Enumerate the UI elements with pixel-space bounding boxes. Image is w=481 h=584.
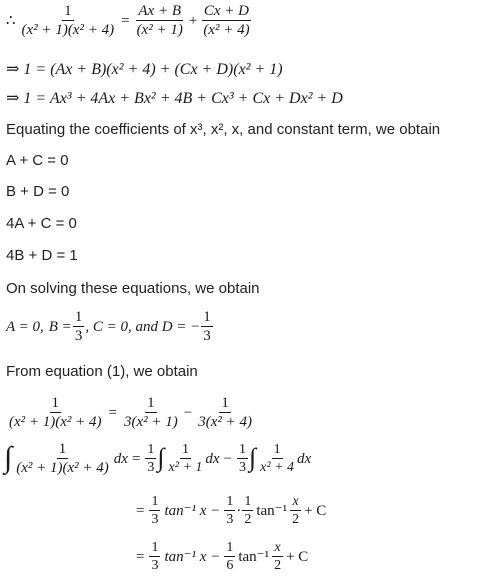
coef-2	[237, 443, 248, 475]
equation-3: 4A + C = 0	[6, 215, 77, 232]
result-1-arctan: tan⁻¹	[256, 502, 288, 519]
result-1-coef-1-numerator: 1	[151, 494, 159, 509]
decomp-term-2-denominator: 3(x² + 4)	[198, 414, 253, 430]
integral-1-numerator: 1	[181, 442, 189, 457]
integral-equals: =	[131, 450, 141, 467]
coef-1-denominator: 3	[147, 460, 155, 475]
term-1-denominator: (x² + 1)	[136, 22, 183, 38]
term-2-denominator: (x² + 4)	[203, 22, 250, 38]
result-1-coef-1	[149, 495, 160, 527]
result-1-x-numerator: x	[292, 494, 299, 509]
decomp-term-2-numerator: 1	[221, 395, 229, 411]
integral-2-fraction	[258, 443, 296, 475]
result-1-coef-3-denominator: 2	[244, 512, 252, 527]
result-1-equals: =	[136, 502, 145, 519]
solution-b-denominator: 3	[74, 328, 83, 344]
solution-d-fraction	[201, 310, 213, 344]
integral-symbol-3: ∫	[249, 443, 257, 472]
dx-label: dx	[113, 450, 128, 467]
result-1-coef-2-numerator: 1	[226, 494, 234, 509]
decomp-lhs-numerator: 1	[51, 395, 60, 411]
solution-b-label: B =	[48, 318, 72, 335]
integrand-denominator: (x² + 1)(x² + 4)	[16, 460, 109, 476]
dx-label-2: dx	[205, 450, 220, 467]
from-equation-text: From equation (1), we obtain	[6, 363, 198, 380]
result-2-coef-2-denominator: 6	[226, 558, 234, 573]
decomp-term-1-numerator: 1	[147, 395, 155, 411]
result-2-equals: =	[136, 548, 145, 565]
integral-minus: −	[223, 450, 233, 467]
integral-2-denominator: x² + 4	[260, 460, 295, 475]
solution-c-d: , C = 0, and D = −	[85, 318, 201, 335]
integral-symbol: ∫	[4, 441, 13, 474]
result-1-coef-1-denominator: 3	[151, 512, 159, 527]
dx-label-3: dx	[297, 450, 312, 467]
lhs-denominator: (x² + 1)(x² + 4)	[21, 22, 115, 38]
equation-2: B + D = 0	[6, 183, 70, 200]
result-1-constant: + C	[304, 502, 327, 519]
decomp-lhs-fraction	[7, 396, 104, 430]
decomp-lhs-denominator: (x² + 1)(x² + 4)	[9, 414, 102, 430]
equation-4: 4B + D = 1	[6, 247, 78, 264]
decomp-term-1	[122, 396, 180, 430]
partial-fraction-setup	[6, 4, 253, 38]
result-2-arctan-x: tan⁻¹ x −	[164, 548, 221, 565]
coef-2-numerator: 1	[239, 442, 247, 457]
result-line-2	[136, 541, 308, 573]
result-1-arctan-x: tan⁻¹ x −	[164, 502, 221, 519]
lhs-fraction	[20, 4, 117, 38]
expanded-line: ⇒ 1 = Ax³ + 4Ax + Bx² + 4B + Cx³ + Cx + Dx² + D	[6, 90, 343, 107]
result-2-coef-2-numerator: 1	[226, 540, 234, 555]
result-2-coef-1-denominator: 3	[151, 558, 159, 573]
result-1-x-over-2	[290, 495, 301, 527]
result-1-dot: ·	[236, 502, 242, 519]
term-2-numerator: Cx + D	[203, 3, 250, 19]
identity-line: ⇒ 1 = (Ax + B)(x² + 4) + (Cx + D)(x² + 1)	[6, 61, 283, 78]
solution-d-numerator: 1	[203, 309, 211, 325]
coef-1	[145, 443, 156, 475]
result-2-coef-1	[149, 541, 160, 573]
decomposition-line	[6, 396, 255, 430]
result-2-x-over-2	[272, 541, 283, 573]
result-2-coef-1-numerator: 1	[151, 540, 159, 555]
plus-sign: +	[188, 12, 198, 29]
therefore-symbol: ∴	[6, 12, 16, 29]
result-1-x-denominator: 2	[292, 512, 300, 527]
integral-symbol-2: ∫	[157, 443, 165, 472]
integrand-numerator: 1	[58, 441, 67, 457]
decomp-minus: −	[183, 404, 193, 421]
decomp-term-1-denominator: 3(x² + 1)	[124, 414, 178, 430]
result-2-arctan: tan⁻¹	[238, 548, 270, 565]
result-1-coef-3-numerator: 1	[244, 494, 252, 509]
result-2-x-numerator: x	[274, 540, 281, 555]
integrand-fraction	[14, 442, 111, 476]
solution-d-denominator: 3	[203, 328, 211, 344]
integral-2-numerator: 1	[273, 442, 281, 457]
integral-line	[4, 442, 311, 476]
term-2-fraction	[201, 4, 251, 38]
equals-sign: =	[121, 12, 130, 29]
solution-b-numerator: 1	[74, 309, 83, 325]
result-2-x-denominator: 2	[274, 558, 282, 573]
result-2-constant: + C	[286, 548, 309, 565]
term-1-fraction	[135, 4, 185, 38]
coef-1-numerator: 1	[147, 442, 155, 457]
lhs-numerator: 1	[64, 3, 72, 19]
solution-b-fraction	[73, 310, 85, 344]
coef-2-denominator: 3	[239, 460, 247, 475]
result-1-coef-2-denominator: 3	[226, 512, 234, 527]
result-line-1	[136, 495, 326, 527]
equating-text: Equating the coefficients of x³, x², x, and constant term, we obtain	[6, 121, 441, 138]
solution-line	[6, 310, 214, 344]
solution-a: A = 0,	[6, 318, 44, 335]
integral-1-fraction	[167, 443, 205, 475]
result-2-coef-2	[224, 541, 235, 573]
integral-1-denominator: x² + 1	[168, 460, 203, 475]
result-1-coef-3	[242, 495, 253, 527]
result-1-coef-2	[224, 495, 235, 527]
term-1-numerator: Ax + B	[138, 3, 181, 19]
decomp-equals: =	[108, 404, 118, 421]
equation-1: A + C = 0	[6, 152, 69, 169]
solving-text: On solving these equations, we obtain	[6, 280, 260, 297]
decomp-term-2	[196, 396, 254, 430]
